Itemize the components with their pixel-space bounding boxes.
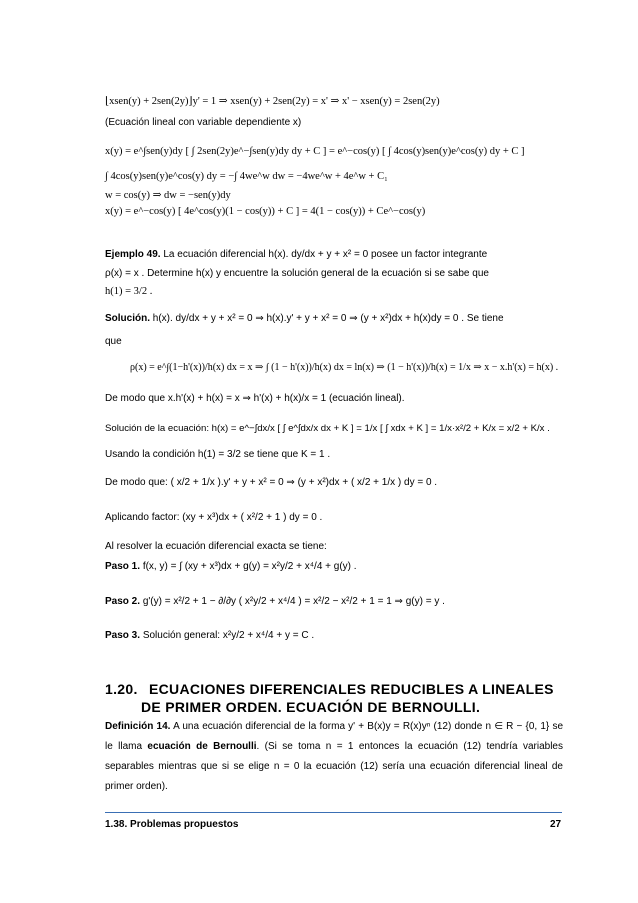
paso-3-line	[105, 630, 314, 642]
paso-2-label: Paso 2.	[105, 596, 141, 607]
definition-text-after: . (Si se toma n = 1 entonces la ecuación (12) tendría variables separables mientras que si se elige n = 0 la ecuación (12) sería una ecuación diferencial lineal de primer orden).	[105, 741, 563, 792]
solution-label: Solución.	[105, 313, 150, 324]
section-title-line-1: ECUACIONES DIFERENCIALES REDUCIBLES A LINEALES	[149, 681, 554, 697]
section-heading	[105, 680, 565, 716]
de-modo-que-1: De modo que x.h'(x) + h(x) = x ⇒ h'(x) + h(x)/x = 1 (ecuación lineal).	[105, 393, 405, 404]
equation-line-5: w = cos(y) ⇒ dw = −sen(y)dy	[105, 190, 231, 201]
section-title-line-2: DE PRIMER ORDEN. ECUACIÓN DE BERNOULLI.	[141, 699, 481, 715]
example-label: Ejemplo 49.	[105, 249, 161, 260]
paso-3-text: Solución general: x²y/2 + x⁴/4 + y = C .	[142, 630, 315, 641]
equation-line-4: ∫ 4cos(y)sen(y)e^cos(y) dy = −∫ 4we^w dw = −4we^w + 4e^w + C₁	[105, 171, 388, 182]
paso-3-label: Paso 3.	[105, 630, 141, 641]
definition-label: Definición 14.	[105, 721, 171, 732]
equation-line-6: x(y) = e^−cos(y) [ 4e^cos(y)(1 − cos(y)) + C ] = 4(1 − cos(y)) + Ce^−cos(y)	[105, 206, 426, 217]
equation-line-3: x(y) = e^∫sen(y)dy [ ∫ 2sen(2y)e^−∫sen(y)dy dy + C ] = e^−cos(y) [ ∫ 4cos(y)sen(y)e^cos(y) dy + C ]	[105, 146, 525, 157]
note-lineal: (Ecuación lineal con variable dependiente x)	[105, 117, 302, 128]
solution-text: h(x). dy/dx + y + x² = 0 ⇒ h(x).y' + y + x² = 0 ⇒ (y + x²)dx + h(x)dy = 0 . Se tiene	[152, 313, 504, 324]
definition-text: A una ecuación diferencial de la forma y' + B(x)y = R(x)yⁿ (12) donde n ∈ R − {0, 1} se le llama	[105, 721, 564, 752]
example-text-1: La ecuación diferencial h(x). dy/dx + y + x² = 0 posee un factor integrante	[163, 249, 488, 260]
bernoulli-term: ecuación de Bernoulli	[147, 741, 257, 752]
paso-1-line	[105, 561, 357, 573]
de-modo-que-2: De modo que: ( x/2 + 1/x ).y' + y + x² = 0 ⇒ (y + x²)dx + ( x/2 + 1/x ) dy = 0 .	[105, 477, 438, 488]
definition-14	[105, 717, 563, 797]
solucion-ecuacion: Solución de la ecuación: h(x) = e^−∫dx/x [ ∫ e^∫dx/x dx + K ] = 1/x [ ∫ xdx + K ] = 1/x·x²/2 + K/x = x/2 + K/x .	[105, 423, 550, 434]
paso-2-line	[105, 596, 445, 608]
footer-rule	[105, 812, 562, 813]
aplicando-factor: Aplicando factor: (xy + x³)dx + ( x²/2 + 1 ) dy = 0 .	[105, 512, 323, 523]
equation-line-1: ⌊xsen(y) + 2sen(2y)⌋y' = 1 ⇒ xsen(y) + 2sen(2y) = x' ⇒ x' − xsen(y) = 2sen(2y)	[105, 96, 440, 107]
example-49-line-3: h(1) = 3/2 .	[105, 286, 153, 297]
solution-line	[105, 313, 504, 325]
example-49-line-2: ρ(x) = x . Determine h(x) y encuentre la solución general de la ecuación si se sabe que	[105, 268, 489, 279]
que-text: que	[105, 336, 122, 347]
paso-2-text: g'(y) = x²/2 + 1 − ∂/∂y ( x²y/2 + x⁴/4 ) = x²/2 − x²/2 + 1 = 1 ⇒ g(y) = y .	[142, 596, 445, 607]
usando-condicion: Usando la condición h(1) = 3/2 se tiene que K = 1 .	[105, 449, 331, 460]
section-number: 1.20.	[105, 681, 138, 697]
footer-section-title: 1.38. Problemas propuestos	[105, 819, 239, 830]
rho-equation: ρ(x) = e^∫(1−h'(x))/h(x) dx = x ⇒ ∫ (1 − h'(x))/h(x) dx = ln(x) ⇒ (1 − h'(x))/h(x) = 1/x ⇒ x − x.h'(x) = h(x) .	[130, 362, 559, 373]
al-resolver: Al resolver la ecuación diferencial exacta se tiene:	[105, 541, 327, 552]
example-49-line-1	[105, 249, 487, 261]
page-number: 27	[550, 819, 562, 830]
paso-1-text: f(x, y) = ∫ (xy + x³)dx + g(y) = x²y/2 + x⁴/4 + g(y) .	[142, 561, 357, 572]
paso-1-label: Paso 1.	[105, 561, 141, 572]
